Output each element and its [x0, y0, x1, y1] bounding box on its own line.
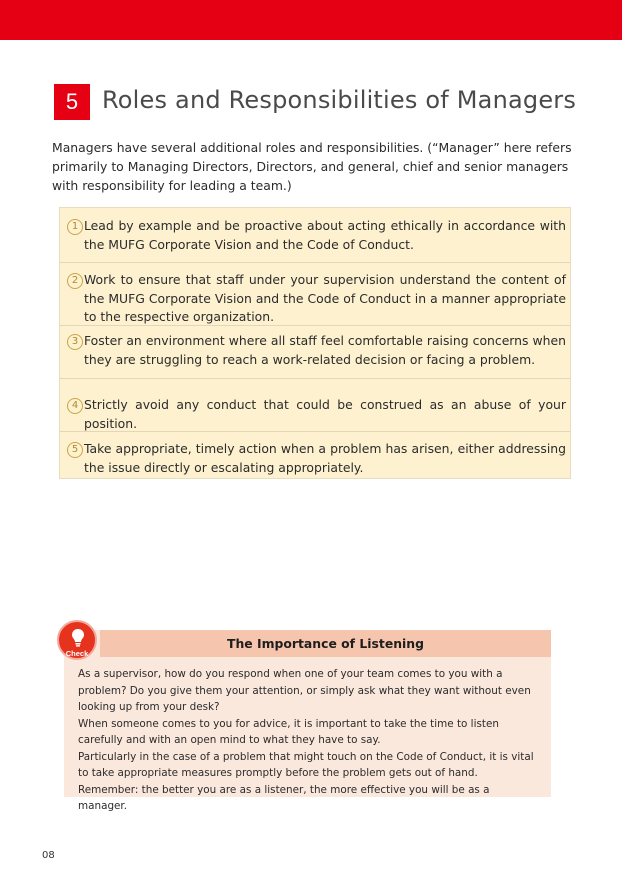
page-title: Roles and Responsibilities of Managers — [102, 86, 577, 114]
item-marker: 4 — [67, 398, 83, 414]
responsibilities-list — [59, 207, 571, 479]
item-text: Foster an environment where all staff feel comfortable raising concerns when they are struggling to reach a work-related decision or facing a problem. — [84, 333, 566, 367]
list-item — [60, 378, 570, 431]
list-item — [60, 262, 570, 325]
item-marker: 2 — [67, 273, 83, 289]
callout-paragraph: As a supervisor, how do you respond when one of your team comes to you with a problem? Do you give them your attention, or simply ask what they want without even looking up from your desk? — [78, 668, 531, 713]
item-marker: 3 — [67, 334, 83, 350]
check-callout — [64, 630, 551, 812]
callout-paragraph: Particularly in the case of a problem that might touch on the Code of Conduct, it is vital to take appropriate measures promptly before the problem gets out of hand. Remember: the better you are as a listener, the more effective you will be as a manager. — [78, 750, 534, 812]
item-marker: 5 — [67, 442, 83, 458]
item-text: Strictly avoid any conduct that could be construed as an abuse of your position. — [84, 397, 566, 431]
item-text: Lead by example and be proactive about acting ethically in accordance with the MUFG Corporate Vision and the Code of Conduct. — [84, 218, 566, 252]
lightbulb-icon — [70, 628, 86, 648]
section-number-badge: 5 — [54, 84, 90, 120]
page-number: 08 — [42, 850, 55, 861]
item-marker: 1 — [67, 219, 83, 235]
callout-body — [78, 666, 540, 815]
list-item — [60, 431, 570, 480]
check-label: Check — [65, 649, 89, 658]
list-item — [60, 208, 570, 262]
callout-paragraph: When someone comes to you for advice, it is important to take the time to listen carefully and with an open mind to what they have to say. — [78, 717, 499, 746]
item-text: Work to ensure that staff under your supervision understand the content of the MUFG Corporate Vision and the Code of Conduct in a manner appropriate to the respective organization. — [84, 272, 566, 324]
item-text: Take appropriate, timely action when a problem has arisen, either addressing the issue directly or escalating appropriately. — [84, 441, 566, 475]
top-banner — [0, 0, 622, 40]
callout-title: The Importance of Listening — [100, 630, 551, 657]
check-badge — [57, 620, 97, 660]
list-item — [60, 325, 570, 378]
intro-paragraph: Managers have several additional roles and responsibilities. (“Manager” here refers primarily to Managing Directors, Directors, and general, chief and senior managers with responsibility for leading a team.) — [52, 140, 572, 193]
